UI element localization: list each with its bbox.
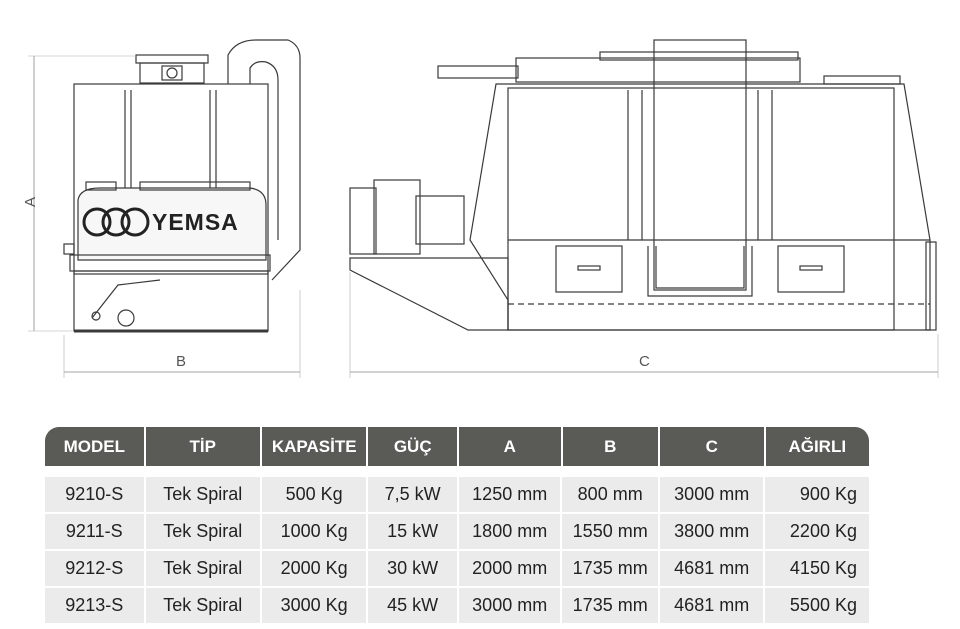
table-row [45, 588, 869, 623]
dimension-label-a: A [22, 196, 39, 207]
header-model: MODEL [45, 427, 144, 466]
cell-power: 30 kW [368, 551, 457, 586]
table-header-row [45, 427, 869, 466]
table-body [45, 477, 869, 623]
cell-power: 45 kW [368, 588, 457, 623]
cell-capacity: 3000 Kg [262, 588, 366, 623]
cell-type: Tek Spiral [146, 514, 260, 549]
header-power: GÜÇ [368, 427, 457, 466]
cell-dim-b: 1735 mm [562, 551, 658, 586]
cell-dim-a: 3000 mm [459, 588, 560, 623]
cell-dim-a: 1800 mm [459, 514, 560, 549]
table-row [45, 551, 869, 586]
header-dim-c: C [660, 427, 763, 466]
cell-weight: 5500 Kg [765, 588, 869, 623]
cell-power: 15 kW [368, 514, 457, 549]
cell-capacity: 2000 Kg [262, 551, 366, 586]
cell-dim-c: 3000 mm [660, 477, 763, 512]
table-row [45, 477, 869, 512]
cell-dim-c: 4681 mm [660, 551, 763, 586]
cell-weight: 900 Kg [765, 477, 869, 512]
cell-weight: 4150 Kg [765, 551, 869, 586]
side-view [350, 40, 938, 378]
cell-model: 9211-S [45, 514, 144, 549]
brand-text: YEMSA [152, 209, 239, 235]
cell-capacity: 500 Kg [262, 477, 366, 512]
cell-model: 9213-S [45, 588, 144, 623]
cell-type: Tek Spiral [146, 551, 260, 586]
cell-model: 9210-S [45, 477, 144, 512]
cell-dim-b: 1550 mm [562, 514, 658, 549]
dimension-label-c: C [639, 353, 650, 370]
header-type: TİP [146, 427, 260, 466]
cell-type: Tek Spiral [146, 588, 260, 623]
header-weight: AĞIRLI [766, 427, 869, 466]
cell-dim-a: 2000 mm [459, 551, 560, 586]
dimension-label-b: B [176, 353, 187, 370]
cell-dim-a: 1250 mm [459, 477, 560, 512]
header-dim-b: B [563, 427, 659, 466]
cell-type: Tek Spiral [146, 477, 260, 512]
cell-dim-c: 3800 mm [660, 514, 763, 549]
cell-dim-b: 800 mm [562, 477, 658, 512]
spec-table [45, 427, 869, 625]
cell-dim-b: 1735 mm [562, 588, 658, 623]
cell-dim-c: 4681 mm [660, 588, 763, 623]
cell-weight: 2200 Kg [765, 514, 869, 549]
table-row [45, 514, 869, 549]
cell-model: 9212-S [45, 551, 144, 586]
cell-capacity: 1000 Kg [262, 514, 366, 549]
header-capacity: KAPASİTE [262, 427, 366, 466]
header-dim-a: A [459, 427, 561, 466]
cell-power: 7,5 kW [368, 477, 457, 512]
